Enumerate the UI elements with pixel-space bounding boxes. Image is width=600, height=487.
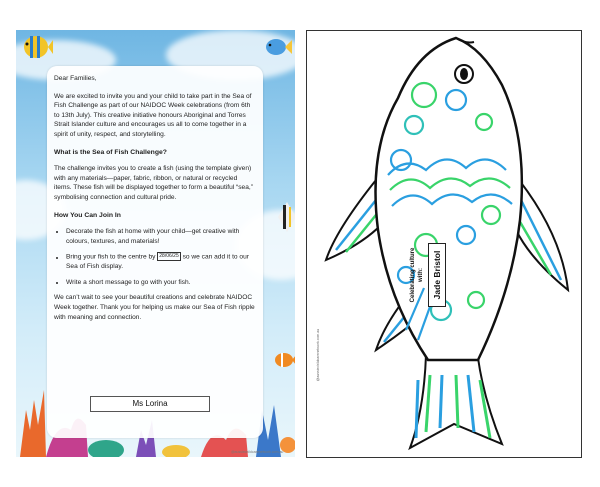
watermark-text: @aussiechildcarenetwork.com.au	[231, 450, 284, 454]
signature-field: Ms Lorina	[90, 396, 210, 412]
tropical-fish-icon	[21, 32, 53, 62]
list-item: • Decorate the fish at home with your child—get creative with colours, textures, and materials!	[66, 227, 256, 246]
join-steps-list	[54, 227, 256, 287]
child-name-tag	[429, 244, 445, 306]
fish-icon	[264, 36, 292, 58]
watermark-text-right: @aussiechildcarenetwork.com.au	[316, 328, 320, 382]
angelfish-icon	[278, 202, 295, 232]
intro-paragraph: We are excited to invite you and your child to take part in the Sea of Fish Challenge as part of our NAIDOC Week celebrations (from 6th to 13th July). This creative initiative honours Aboriginal and Torres Strait Islander culture and encourages us all to come together in a spirit of unity, respect, and storytelling.	[54, 92, 252, 138]
invitation-letter-page	[16, 30, 295, 457]
bullet-2-text-before: Bring your fish to the centre by	[66, 253, 156, 261]
due-date-field: 28/06/25	[159, 253, 179, 260]
child-name: Jade Bristol	[428, 243, 446, 307]
what-paragraph: The challenge invites you to create a fish (using the template given) with any materials—paper, fabric, ribbon, or natural or recycled items. These fish will be displayed together to form a beautiful “sea,” symbolising connection and cultural pride.	[54, 165, 253, 201]
greeting: Dear Families,	[54, 75, 97, 82]
closing-paragraph: We can’t wait to see your beautiful creations and celebrate NAIDOC Week together. Thank you for helping us make our Sea of Fish ripple with meaning and connection.	[54, 294, 255, 321]
letter-card	[47, 66, 263, 438]
bullet-2-text-after: so we can add it to our Sea of Fish display.	[66, 253, 249, 271]
list-item: • Write a short message to go with your fish.	[66, 278, 256, 288]
name-tag-caption: Celebrating culture with:	[410, 247, 424, 303]
heading-how-to-join: How You Can Join In	[54, 211, 121, 219]
clownfish-icon	[274, 350, 295, 370]
heading-what-is-challenge: What is the Sea of Fish Challenge?	[54, 148, 167, 156]
list-item	[66, 252, 256, 271]
